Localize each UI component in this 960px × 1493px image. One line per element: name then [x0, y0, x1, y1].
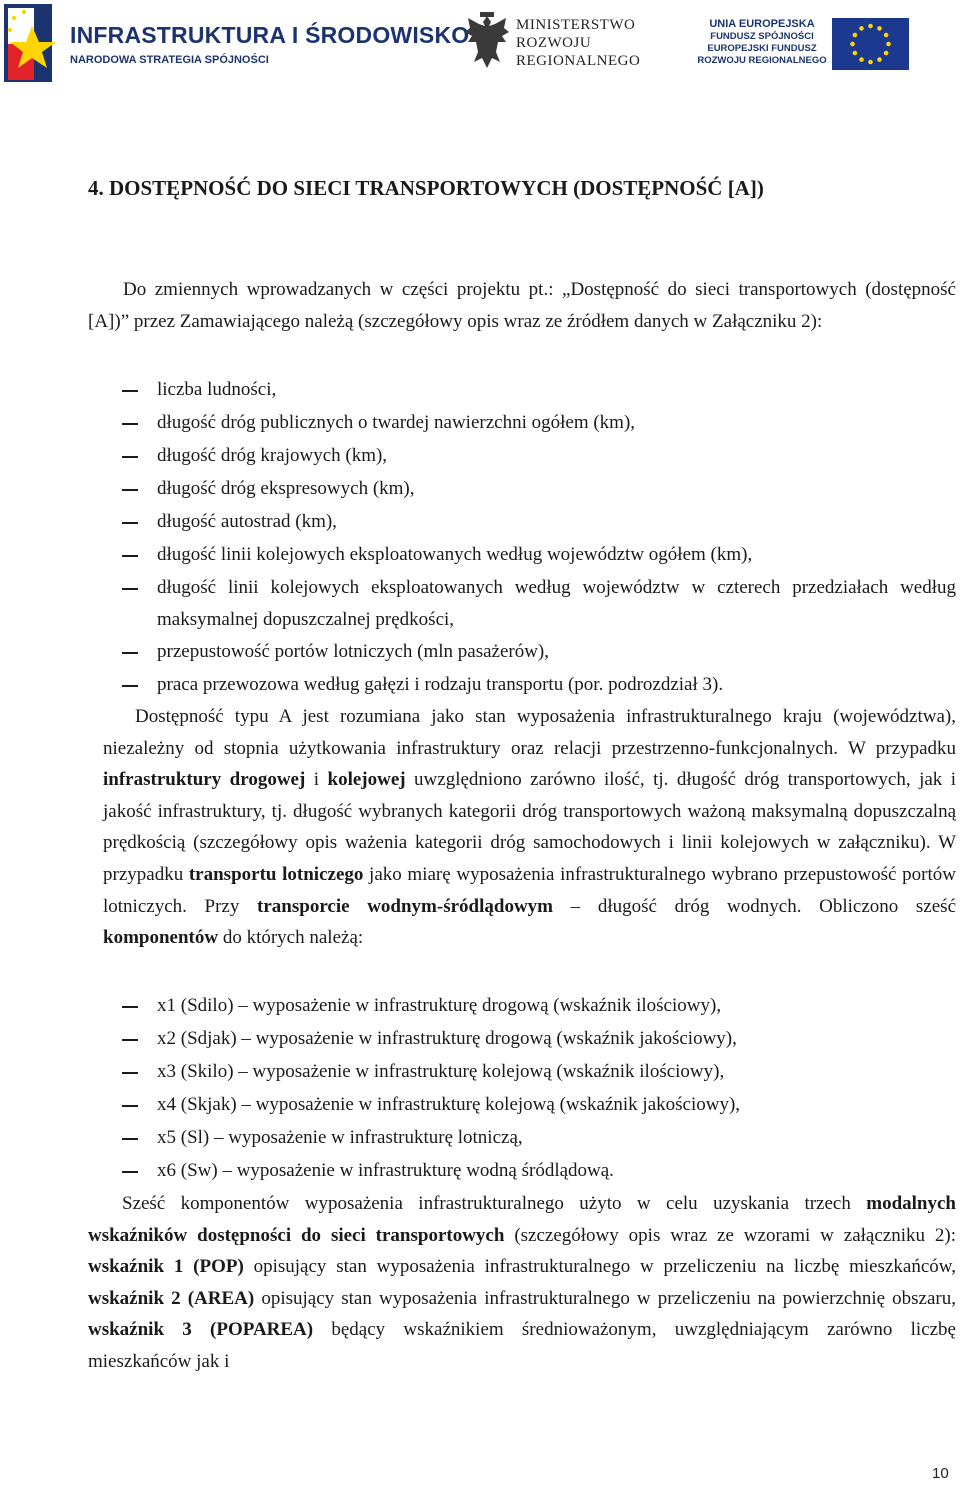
text-run: do których należą: [218, 927, 364, 949]
bold-term: kolejowej [327, 769, 406, 791]
definition-paragraph [103, 701, 956, 954]
logo-ue-line: EUROPEJSKI FUNDUSZ [707, 43, 817, 54]
logo-mrr-line: ROZWOJU [516, 35, 592, 51]
indicators-paragraph [88, 1188, 956, 1378]
list-item: x6 (Sw) – wyposażenie w infrastrukturę wodną śródlądową. [122, 1155, 956, 1187]
logo-infrastruktura-i-srodowisko [4, 4, 470, 84]
list-item: x1 (Sdilo) – wyposażenie w infrastrukturę drogową (wskaźnik ilościowy), [122, 990, 956, 1022]
list-item: x3 (Skilo) – wyposażenie w infrastrukturę kolejową (wskaźnik ilościowy), [122, 1056, 956, 1088]
eu-flag-icon [832, 18, 909, 70]
bold-term: transporcie wodnym-śródlądowym [257, 895, 554, 917]
bold-term: wskaźnik 3 (POPAREA) [88, 1319, 314, 1341]
list-item: liczba ludności, [122, 374, 956, 406]
list-item: długość linii kolejowych eksploatowanych według województw w czterech przedziałach według maksymalnej dopuszczalnej prędkości, [122, 572, 956, 635]
list-item: przepustowość portów lotniczych (mln pasażerów), [122, 636, 956, 668]
eagle-emblem-icon [462, 12, 512, 72]
intro-paragraph: Do zmiennych wprowadzanych w części projektu pt.: „Dostępność do sieci transportowych (dostępność [A])” przez Zamawiającego należą (szczegółowy opis wraz ze źródłem danych w Załączniku 2): [88, 279, 956, 332]
section-heading: 4. DOSTĘPNOŚĆ DO SIECI TRANSPORTOWYCH (DOSTĘPNOŚĆ [A]) [88, 176, 764, 200]
logo-mrr-text [516, 16, 640, 70]
bold-term: modalnych wskaźników dostępności do sieci transportowych [88, 1193, 956, 1246]
logo-ue-line: ROZWOJU REGIONALNEGO [697, 55, 827, 66]
variables-list [122, 374, 956, 702]
logo-is-title: INFRASTRUKTURA I ŚRODOWISKO [70, 22, 470, 48]
bold-term: transportu lotniczego [188, 863, 364, 885]
logo-ministerstwo-rozwoju-regionalnego [462, 12, 642, 72]
logo-mark-icon [4, 4, 64, 84]
bold-term: komponentów [103, 927, 219, 949]
components-list [122, 990, 956, 1188]
logo-mrr-line: REGIONALNEGO [516, 53, 641, 69]
bold-term: wskaźnik 2 (AREA) [88, 1287, 255, 1309]
page-number: 10 [932, 1465, 949, 1482]
text-run: opisujący stan wyposażenia infrastrukturalnego w przeliczeniu na powierzchnię obszaru, [254, 1287, 956, 1309]
text-run: Sześć komponentów wyposażenia infrastrukturalnego użyto w celu uzyskania trzech [122, 1193, 867, 1214]
text-run: i [305, 769, 328, 791]
list-item: x5 (Sl) – wyposażenie w infrastrukturę lotniczą, [122, 1122, 956, 1154]
bold-term: infrastruktury drogowej [103, 769, 306, 791]
logo-ue-text [697, 18, 827, 67]
text-run: uwzględniono zarówno ilość, tj. długość dróg transportowych, jak i jakość infrastruktury, tj. długość wybranych kategorii dróg transportowych ważoną maksymalną dopuszczalną prędkością (szczegółowy opis ważenia kategorii dróg samochodowych i linii kolejowych w załączniku). W przypadku [103, 769, 957, 885]
list-item: długość dróg publicznych o twardej nawierzchni ogółem (km), [122, 407, 956, 439]
logo-mrr-line: MINISTERSTWO [516, 17, 636, 33]
text-run: jako miarę wyposażenia infrastrukturalnego wybrano przepustowość portów lotniczych. Przy [103, 863, 956, 917]
text-run: – długość dróg wodnych. Obliczono sześć [553, 895, 957, 917]
logo-ue-line: FUNDUSZ SPÓJNOŚCI [710, 31, 814, 42]
text-run: (szczegółowy opis wraz ze wzorami w załączniku 2): [504, 1224, 956, 1246]
list-item: x2 (Sdjak) – wyposażenie w infrastrukturę drogową (wskaźnik jakościowy), [122, 1023, 956, 1055]
list-item: długość linii kolejowych eksploatowanych według województw ogółem (km), [122, 539, 956, 571]
list-item: długość dróg krajowych (km), [122, 440, 956, 472]
text-run: Dostępność typu A jest rozumiana jako stan wyposażenia infrastrukturalnego kraju (województwa), niezależny od stopnia użytkowania infrastruktury oraz relacji przestrzenno-funkcjonalnych. W przypadku [103, 706, 956, 759]
list-item: x4 (Skjak) – wyposażenie w infrastrukturę kolejową (wskaźnik jakościowy), [122, 1089, 956, 1121]
logo-is-subtitle: NARODOWA STRATEGIA SPÓJNOŚCI [70, 54, 269, 66]
logo-ue-line: UNIA EUROPEJSKA [709, 18, 815, 30]
text-run: będący wskaźnikiem średnioważonym, uwzględniającym zarówno liczbę mieszkańców jak i [88, 1319, 956, 1372]
list-item: praca przewozowa według gałęzi i rodzaju transportu (por. podrozdział 3). [122, 669, 956, 701]
list-item: długość dróg ekspresowych (km), [122, 473, 956, 505]
text-run: opisujący stan wyposażenia infrastrukturalnego w przeliczeniu na liczbę mieszkańców, [243, 1256, 956, 1278]
page-header [0, 0, 960, 90]
logo-unia-europejska [697, 18, 911, 74]
bold-term: wskaźnik 1 (POP) [88, 1256, 244, 1278]
list-item: długość autostrad (km), [122, 506, 956, 538]
